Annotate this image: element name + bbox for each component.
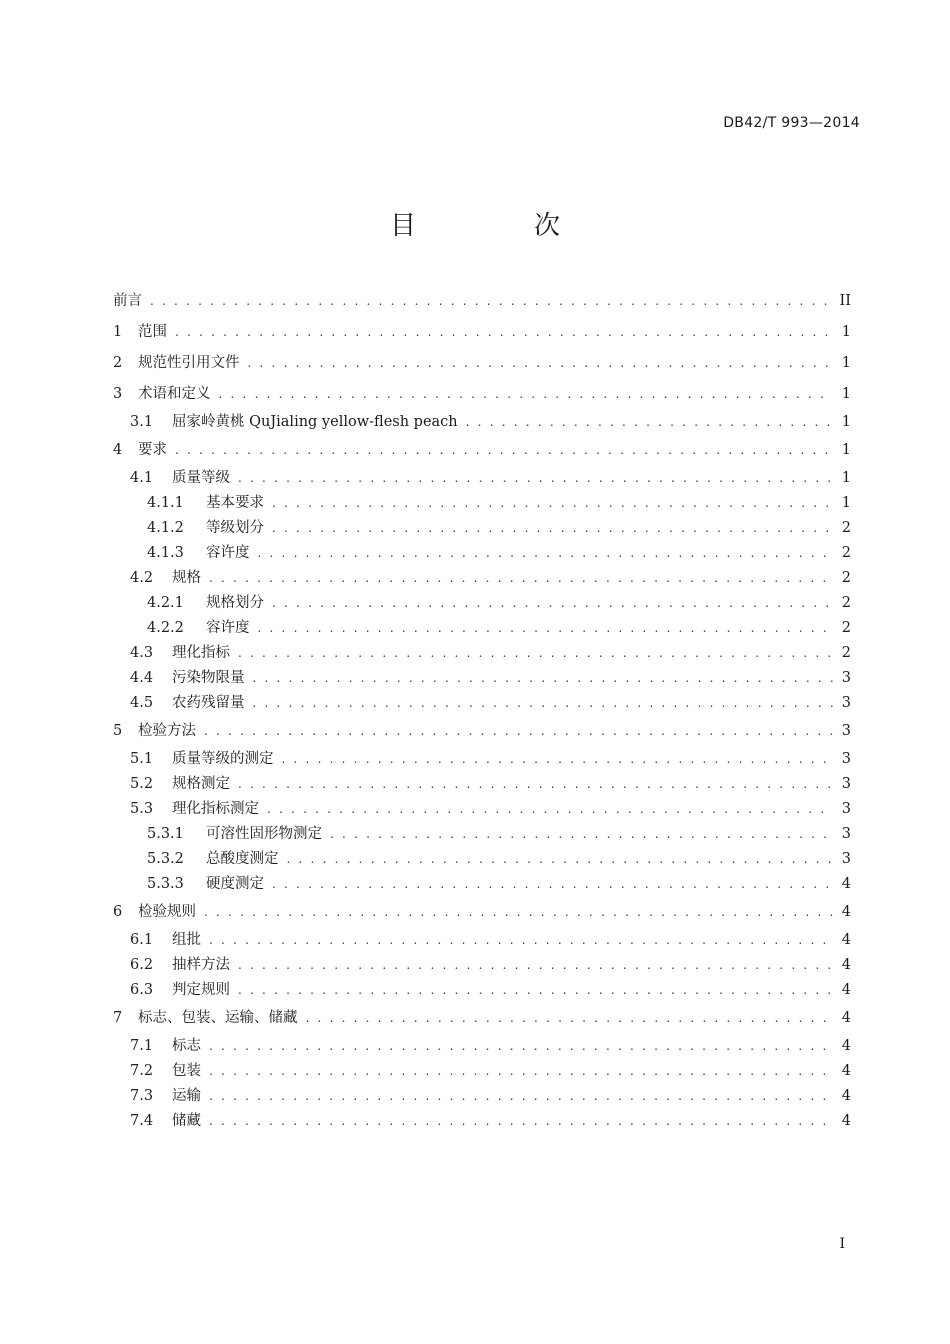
toc-entry-number: 4.1.2 xyxy=(147,520,184,536)
toc-entry-label: 组批 xyxy=(172,932,201,948)
toc-entry-label: 基本要求 xyxy=(206,495,264,511)
toc-leader-dots xyxy=(209,566,833,591)
toc-leader-dots xyxy=(272,872,833,897)
toc-entry-page: II xyxy=(839,293,851,309)
toc-leader-dots xyxy=(272,591,833,616)
toc-entry-page: 3 xyxy=(841,723,851,739)
toc-entry-label: 污染物限量 xyxy=(172,670,245,686)
toc-entry-number: 4.1 xyxy=(130,470,154,486)
toc-leader-dots xyxy=(209,1059,833,1084)
toc-entry-number: 1 xyxy=(113,324,123,340)
toc-entry[interactable] xyxy=(113,1003,851,1034)
toc-leader-dots xyxy=(219,379,834,410)
toc-entry-label: 运输 xyxy=(172,1088,201,1104)
toc-entry-number: 5.3.3 xyxy=(147,876,184,892)
toc-leader-dots xyxy=(466,410,833,435)
toc-entry[interactable] xyxy=(113,466,851,491)
toc-entry-page: 2 xyxy=(841,545,851,561)
toc-entry-number: 4.1.3 xyxy=(147,545,184,561)
toc-entry-label: 抽样方法 xyxy=(172,957,230,973)
toc-entry-label: 标志、包装、运输、储藏 xyxy=(138,1010,298,1026)
toc-entry-label: 规范性引用文件 xyxy=(138,355,240,371)
toc-entry-number: 7.1 xyxy=(130,1038,154,1054)
toc-entry-page: 1 xyxy=(841,442,851,458)
toc-leader-dots xyxy=(330,822,833,847)
toc-leader-dots xyxy=(204,716,833,747)
toc-entry[interactable] xyxy=(113,1084,851,1109)
toc-entry-page: 4 xyxy=(841,957,851,973)
toc-leader-dots xyxy=(204,897,833,928)
toc-leader-dots xyxy=(253,666,834,691)
toc-entry-number: 4.3 xyxy=(130,645,154,661)
toc-entry-label: 可溶性固形物测定 xyxy=(206,826,322,842)
toc-entry-number: 6.3 xyxy=(130,982,154,998)
toc-entry[interactable] xyxy=(113,822,851,847)
toc-leader-dots xyxy=(238,641,833,666)
toc-entry-label: 储藏 xyxy=(172,1113,201,1129)
toc-entry-label: 检验规则 xyxy=(138,904,196,920)
toc-entry[interactable] xyxy=(113,1109,851,1134)
toc-entry-page: 1 xyxy=(841,324,851,340)
toc-entry-number: 4 xyxy=(113,442,123,458)
toc-entry-number: 5 xyxy=(113,723,123,739)
toc-entry-page: 3 xyxy=(841,751,851,767)
toc-entry[interactable] xyxy=(113,1034,851,1059)
toc-entry-page: 2 xyxy=(841,595,851,611)
toc-entry-label: 标志 xyxy=(172,1038,201,1054)
toc-leader-dots xyxy=(238,772,833,797)
toc-entry-label: 容许度 xyxy=(206,545,250,561)
toc-entry-number: 4.2 xyxy=(130,570,154,586)
toc-entry[interactable] xyxy=(113,691,851,716)
toc-entry-label: 等级划分 xyxy=(206,520,264,536)
toc-entry-page: 1 xyxy=(841,355,851,371)
toc-entry-page: 1 xyxy=(841,495,851,511)
toc-entry-number: 6 xyxy=(113,904,123,920)
toc-entry-number: 5.2 xyxy=(130,776,154,792)
toc-leader-dots xyxy=(209,928,833,953)
toc-entry[interactable] xyxy=(113,666,851,691)
toc-entry-label: 检验方法 xyxy=(138,723,196,739)
page-title: 目 次 xyxy=(389,211,606,241)
toc-entry[interactable] xyxy=(113,897,851,928)
toc-entry-page: 3 xyxy=(841,851,851,867)
toc-leader-dots xyxy=(150,286,833,317)
toc-entry-page: 4 xyxy=(841,1113,851,1129)
toc-leader-dots xyxy=(267,797,833,822)
toc-entry-number: 4.4 xyxy=(130,670,154,686)
toc-entry-number: 5.3 xyxy=(130,801,154,817)
toc-leader-dots xyxy=(258,616,834,641)
toc-entry-number: 3.1 xyxy=(130,414,154,430)
toc-entry-number: 7.2 xyxy=(130,1063,154,1079)
toc-entry[interactable] xyxy=(113,797,851,822)
toc-entry[interactable] xyxy=(113,847,851,872)
toc-entry[interactable] xyxy=(113,410,851,435)
toc-entry[interactable] xyxy=(113,772,851,797)
toc-entry-label: 包装 xyxy=(172,1063,201,1079)
toc-entry-number: 7 xyxy=(113,1010,123,1026)
toc-entry[interactable] xyxy=(113,516,851,541)
toc-leader-dots xyxy=(253,691,834,716)
toc-entry-label: 质量等级 xyxy=(172,470,230,486)
toc-leader-dots xyxy=(272,516,833,541)
toc-leader-dots xyxy=(287,847,834,872)
toc-entry-page: 3 xyxy=(841,776,851,792)
toc-entry-page: 4 xyxy=(841,932,851,948)
page-number: I xyxy=(839,1236,845,1252)
toc-entry[interactable] xyxy=(113,978,851,1003)
toc-entry-number: 4.1.1 xyxy=(147,495,184,511)
toc-entry-page: 3 xyxy=(841,801,851,817)
toc-entry-page: 2 xyxy=(841,520,851,536)
toc-entry[interactable] xyxy=(113,716,851,747)
toc-entry-page: 1 xyxy=(841,470,851,486)
toc-leader-dots xyxy=(248,348,834,379)
table-of-contents xyxy=(113,286,851,1134)
toc-entry-number: 4.2.2 xyxy=(147,620,184,636)
toc-entry-label: 判定规则 xyxy=(172,982,230,998)
toc-leader-dots xyxy=(175,317,833,348)
toc-entry-page: 4 xyxy=(841,1038,851,1054)
toc-entry-label: 总酸度测定 xyxy=(206,851,279,867)
toc-entry[interactable] xyxy=(113,286,851,317)
toc-leader-dots xyxy=(209,1034,833,1059)
toc-entry-page: 2 xyxy=(841,570,851,586)
toc-entry[interactable] xyxy=(113,591,851,616)
toc-entry-number: 6.1 xyxy=(130,932,154,948)
toc-entry-label: 硬度测定 xyxy=(206,876,264,892)
toc-entry[interactable] xyxy=(113,566,851,591)
toc-entry-page: 1 xyxy=(841,386,851,402)
toc-leader-dots xyxy=(238,953,833,978)
toc-entry-page: 4 xyxy=(841,1010,851,1026)
toc-entry-label: 屈家岭黄桃 QuJialing yellow-flesh peach xyxy=(172,414,458,430)
toc-entry-number: 2 xyxy=(113,355,123,371)
toc-leader-dots xyxy=(209,1109,833,1134)
toc-entry-page: 4 xyxy=(841,1088,851,1104)
toc-entry-number: 3 xyxy=(113,386,123,402)
toc-entry[interactable] xyxy=(113,872,851,897)
toc-entry-page: 3 xyxy=(841,826,851,842)
toc-entry[interactable] xyxy=(113,541,851,566)
toc-leader-dots xyxy=(258,541,834,566)
toc-entry-number: 6.2 xyxy=(130,957,154,973)
toc-entry-label: 范围 xyxy=(138,324,167,340)
toc-entry[interactable] xyxy=(113,317,851,348)
toc-entry-number: 7.3 xyxy=(130,1088,154,1104)
toc-entry[interactable] xyxy=(113,379,851,410)
toc-entry[interactable] xyxy=(113,953,851,978)
toc-leader-dots xyxy=(306,1003,834,1034)
toc-leader-dots xyxy=(272,491,833,516)
toc-entry-number: 5.3.1 xyxy=(147,826,184,842)
toc-entry[interactable] xyxy=(113,616,851,641)
toc-entry-label: 要求 xyxy=(138,442,167,458)
toc-entry-label: 规格测定 xyxy=(172,776,230,792)
toc-entry-page: 3 xyxy=(841,695,851,711)
toc-entry-page: 1 xyxy=(841,414,851,430)
toc-entry[interactable] xyxy=(113,1059,851,1084)
toc-leader-dots xyxy=(238,978,833,1003)
toc-leader-dots xyxy=(238,466,833,491)
toc-entry-page: 2 xyxy=(841,645,851,661)
toc-entry[interactable] xyxy=(113,641,851,666)
toc-entry-page: 4 xyxy=(841,904,851,920)
toc-entry-number: 5.1 xyxy=(130,751,154,767)
toc-leader-dots xyxy=(282,747,834,772)
toc-leader-dots xyxy=(175,435,833,466)
toc-entry-label: 规格划分 xyxy=(206,595,264,611)
toc-entry-number: 7.4 xyxy=(130,1113,154,1129)
toc-entry[interactable] xyxy=(113,435,851,466)
toc-entry-label: 理化指标测定 xyxy=(172,801,259,817)
toc-entry-label: 术语和定义 xyxy=(138,386,211,402)
toc-leader-dots xyxy=(209,1084,833,1109)
toc-entry[interactable] xyxy=(113,348,851,379)
toc-entry[interactable] xyxy=(113,491,851,516)
toc-entry-label: 前言 xyxy=(113,293,142,309)
toc-entry-label: 容许度 xyxy=(206,620,250,636)
toc-entry-page: 2 xyxy=(841,620,851,636)
toc-entry-label: 农药残留量 xyxy=(172,695,245,711)
toc-entry-label: 理化指标 xyxy=(172,645,230,661)
toc-entry[interactable] xyxy=(113,747,851,772)
standard-code: DB42/T 993—2014 xyxy=(723,115,860,131)
toc-entry-page: 4 xyxy=(841,1063,851,1079)
toc-entry-number: 4.2.1 xyxy=(147,595,184,611)
toc-entry-page: 4 xyxy=(841,876,851,892)
toc-entry-label: 质量等级的测定 xyxy=(172,751,274,767)
toc-entry-page: 3 xyxy=(841,670,851,686)
toc-entry-page: 4 xyxy=(841,982,851,998)
toc-entry-number: 4.5 xyxy=(130,695,154,711)
toc-entry[interactable] xyxy=(113,928,851,953)
toc-entry-number: 5.3.2 xyxy=(147,851,184,867)
toc-entry-label: 规格 xyxy=(172,570,201,586)
